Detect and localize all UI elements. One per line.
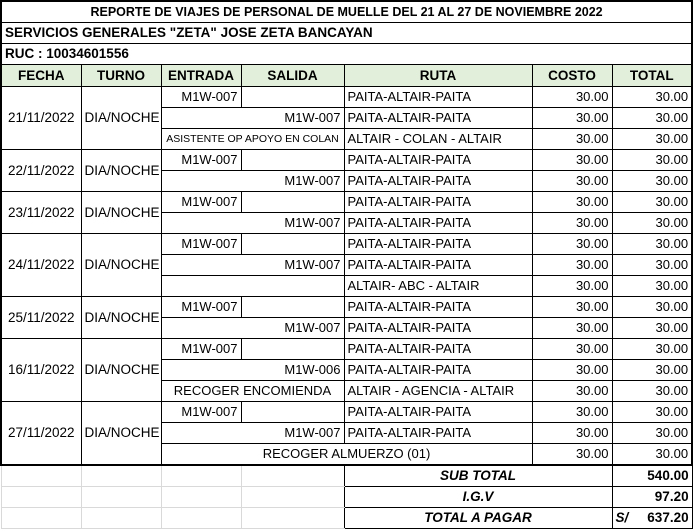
empty-grid-cell: [81, 508, 161, 529]
ruta-cell: PAITA-ALTAIR-PAITA: [344, 108, 532, 129]
amount: 637.20: [647, 510, 689, 525]
column-header-salida: SALIDA: [241, 65, 344, 87]
report-title: REPORTE DE VIAJES DE PERSONAL DE MUELLE DEL 21 AL 27 DE NOVIEMBRE 2022: [1, 1, 692, 23]
costo-cell: 30.00: [532, 318, 612, 339]
ruta-cell: PAITA-ALTAIR-PAITA: [344, 87, 532, 108]
salida-cell: [241, 297, 344, 318]
fecha-cell: 27/11/2022: [1, 402, 81, 466]
ruta-cell: ALTAIR - COLAN - ALTAIR: [344, 129, 532, 150]
total-cell: 30.00: [612, 423, 692, 444]
ruta-cell: ALTAIR - AGENCIA - ALTAIR: [344, 381, 532, 402]
salida-cell: M1W-007: [161, 255, 344, 276]
column-header-turno: TURNO: [81, 65, 161, 87]
activity-cell: RECOGER ENCOMIENDA: [161, 381, 344, 402]
costo-cell: 30.00: [532, 402, 612, 423]
entrada-cell: M1W-007: [161, 402, 241, 423]
activity-cell: [161, 276, 344, 297]
total-cell: 30.00: [612, 276, 692, 297]
turno-cell: DIA/NOCHE: [81, 234, 161, 297]
costo-cell: 30.00: [532, 87, 612, 108]
summary-row: [1, 465, 692, 487]
total-cell: 30.00: [612, 360, 692, 381]
trip-row: [1, 234, 692, 255]
ruta-cell: PAITA-ALTAIR-PAITA: [344, 339, 532, 360]
total-cell: 30.00: [612, 171, 692, 192]
fecha-cell: 25/11/2022: [1, 297, 81, 339]
activity-cell: RECOGER ALMUERZO (01): [161, 444, 532, 466]
trip-row: [1, 402, 692, 423]
total-cell: 30.00: [612, 381, 692, 402]
ruta-cell: ALTAIR- ABC - ALTAIR: [344, 276, 532, 297]
entrada-cell: M1W-007: [161, 339, 241, 360]
trip-row: [1, 87, 692, 108]
empty-grid-cell: [241, 465, 344, 487]
summary-label: SUB TOTAL: [344, 465, 612, 487]
salida-cell: [241, 234, 344, 255]
summary-row: [1, 508, 692, 529]
total-cell: 30.00: [612, 234, 692, 255]
empty-grid-cell: [241, 487, 344, 508]
costo-cell: 30.00: [532, 150, 612, 171]
column-header-fecha: FECHA: [1, 65, 81, 87]
summary-value: 540.00: [612, 465, 692, 487]
trip-row: [1, 297, 692, 318]
ruta-cell: PAITA-ALTAIR-PAITA: [344, 171, 532, 192]
salida-cell: M1W-007: [161, 318, 344, 339]
ruta-cell: PAITA-ALTAIR-PAITA: [344, 150, 532, 171]
summary-row: [1, 487, 692, 508]
total-cell: 30.00: [612, 444, 692, 466]
total-cell: 30.00: [612, 108, 692, 129]
costo-cell: 30.00: [532, 276, 612, 297]
turno-cell: DIA/NOCHE: [81, 339, 161, 402]
trip-row: [1, 339, 692, 360]
costo-cell: 30.00: [532, 297, 612, 318]
turno-cell: DIA/NOCHE: [81, 87, 161, 150]
costo-cell: 30.00: [532, 381, 612, 402]
costo-cell: 30.00: [532, 192, 612, 213]
ruta-cell: PAITA-ALTAIR-PAITA: [344, 318, 532, 339]
turno-cell: DIA/NOCHE: [81, 192, 161, 234]
turno-cell: DIA/NOCHE: [81, 297, 161, 339]
salida-cell: M1W-007: [161, 108, 344, 129]
turno-cell: DIA/NOCHE: [81, 402, 161, 466]
ruta-cell: PAITA-ALTAIR-PAITA: [344, 402, 532, 423]
total-cell: 30.00: [612, 255, 692, 276]
salida-cell: M1W-007: [161, 423, 344, 444]
entrada-cell: M1W-007: [161, 192, 241, 213]
total-cell: 30.00: [612, 129, 692, 150]
salida-cell: [241, 87, 344, 108]
fecha-cell: 24/11/2022: [1, 234, 81, 297]
currency-symbol: S/: [615, 510, 629, 525]
costo-cell: 30.00: [532, 171, 612, 192]
salida-cell: [241, 150, 344, 171]
costo-cell: 30.00: [532, 444, 612, 466]
salida-cell: [241, 402, 344, 423]
ruc-number: RUC : 10034601556: [1, 44, 692, 65]
entrada-cell: M1W-007: [161, 150, 241, 171]
ruta-cell: PAITA-ALTAIR-PAITA: [344, 234, 532, 255]
trip-row: [1, 150, 692, 171]
column-header-ruta: RUTA: [344, 65, 532, 87]
costo-cell: 30.00: [532, 255, 612, 276]
activity-cell: ASISTENTE OP APOYO EN COLAN: [161, 129, 344, 150]
costo-cell: 30.00: [532, 108, 612, 129]
total-cell: 30.00: [612, 339, 692, 360]
ruta-cell: PAITA-ALTAIR-PAITA: [344, 297, 532, 318]
column-header-total: TOTAL: [612, 65, 692, 87]
salida-cell: M1W-007: [161, 213, 344, 234]
salida-cell: [241, 339, 344, 360]
costo-cell: 30.00: [532, 129, 612, 150]
costo-cell: 30.00: [532, 234, 612, 255]
costo-cell: 30.00: [532, 360, 612, 381]
salida-cell: M1W-007: [161, 171, 344, 192]
empty-grid-cell: [1, 465, 81, 487]
company-row: [1, 23, 692, 44]
ruta-cell: PAITA-ALTAIR-PAITA: [344, 360, 532, 381]
trip-row: [1, 192, 692, 213]
ruta-cell: PAITA-ALTAIR-PAITA: [344, 192, 532, 213]
fecha-cell: 16/11/2022: [1, 339, 81, 402]
company-name: SERVICIOS GENERALES "ZETA" JOSE ZETA BANCAYAN: [1, 23, 692, 44]
entrada-cell: M1W-007: [161, 297, 241, 318]
empty-grid-cell: [161, 465, 241, 487]
ruta-cell: PAITA-ALTAIR-PAITA: [344, 213, 532, 234]
fecha-cell: 22/11/2022: [1, 150, 81, 192]
empty-grid-cell: [161, 508, 241, 529]
column-header-row: [1, 65, 692, 87]
total-cell: 30.00: [612, 213, 692, 234]
empty-grid-cell: [81, 465, 161, 487]
total-cell: 30.00: [612, 192, 692, 213]
costo-cell: 30.00: [532, 213, 612, 234]
entrada-cell: M1W-007: [161, 87, 241, 108]
fecha-cell: 21/11/2022: [1, 87, 81, 150]
entrada-cell: M1W-007: [161, 234, 241, 255]
column-header-entrada: ENTRADA: [161, 65, 241, 87]
total-cell: 30.00: [612, 297, 692, 318]
salida-cell: [241, 192, 344, 213]
column-header-costo: COSTO: [532, 65, 612, 87]
ruta-cell: PAITA-ALTAIR-PAITA: [344, 423, 532, 444]
ruc-row: [1, 44, 692, 65]
empty-grid-cell: [1, 487, 81, 508]
fecha-cell: 23/11/2022: [1, 192, 81, 234]
empty-grid-cell: [1, 508, 81, 529]
summary-label: I.G.V: [344, 487, 612, 508]
empty-grid-cell: [161, 487, 241, 508]
empty-grid-cell: [241, 508, 344, 529]
salida-cell: M1W-006: [161, 360, 344, 381]
summary-value: 97.20: [612, 487, 692, 508]
ruta-cell: PAITA-ALTAIR-PAITA: [344, 255, 532, 276]
total-cell: 30.00: [612, 402, 692, 423]
turno-cell: DIA/NOCHE: [81, 150, 161, 192]
costo-cell: 30.00: [532, 339, 612, 360]
summary-value: [612, 508, 692, 529]
total-cell: 30.00: [612, 318, 692, 339]
total-cell: 30.00: [612, 150, 692, 171]
summary-label: TOTAL A PAGAR: [344, 508, 612, 529]
total-cell: 30.00: [612, 87, 692, 108]
costo-cell: 30.00: [532, 423, 612, 444]
title-row: [1, 1, 692, 23]
empty-grid-cell: [81, 487, 161, 508]
